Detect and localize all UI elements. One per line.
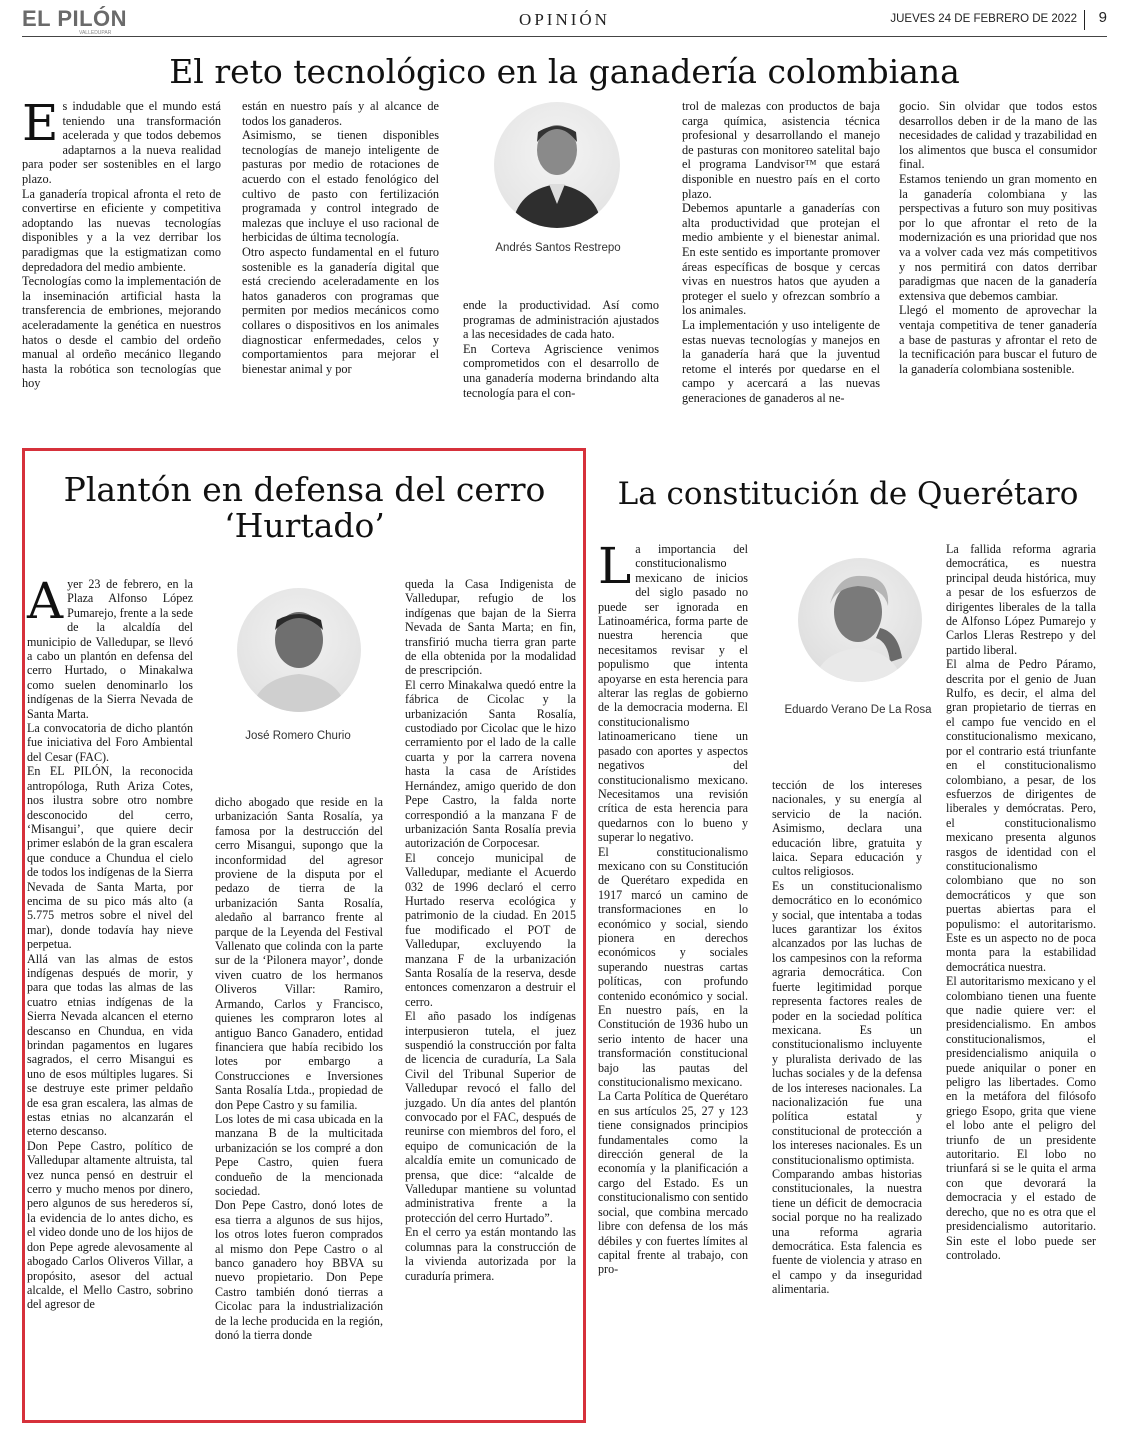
- paragraph: están en nuestro país y al alcance de todos los ganaderos.: [242, 99, 439, 128]
- article-3-column-3: [946, 542, 1096, 1262]
- paragraph: ende la productividad. Así como programas de administración ajustados a las necesidades de cada hato.: [463, 298, 659, 342]
- paragraph: Allá van las almas de estos indígenas después de morir, y para que todas las almas de las cuatro etnias indígenas de la Sierra Nevada alcancen el eterno descanso en Chundua, en vida brindan pagamentos en lugares sagrados, el cerro Misangui es uno de esos múltiples lugares. Si se destruye este primer peldaño de esa gran escalera, las almas de estas etnias no alcanzarán el eterno descanso.: [27, 951, 193, 1139]
- author-photo-eduardo-verano: [798, 558, 922, 682]
- paragraph: La ganadería tropical afronta el reto de convertirse en eficiente y competitiva adoptando las nuevas tecnologías disponibles y a la vez derribar los paradigmas que la estigmatizan como depredadora del medio ambiente.: [22, 186, 221, 274]
- article-1-dropcap: E: [22, 94, 59, 152]
- author-caption: Andrés Santos Restrepo: [495, 242, 621, 254]
- paragraph: yer 23 de febrero, en la Plaza Alfonso López Pumarejo, frente a la sede de la alcaldía del municipio de Valledupar, se llevó a cabo un plantón en defensa del cerro Hurtado, o Minakalwa como suelen denominarlo los indígenas de la Sierra Nevada de Santa Marta.: [27, 577, 193, 721]
- article-2-dropcap: A: [27, 572, 64, 630]
- article-3-column-2: [772, 778, 922, 1297]
- article-3-title: La constitución de Querétaro: [617, 476, 1079, 512]
- paragraph: Tecnologías como la implementación de la inseminación artificial hasta la transferencia de embriones, mejorando aceleradamente la genética en nuestros hatos o desde el cambio del ordeño manual al ordeño mecánico llegando hasta la robótica son tecnologías que hoy: [22, 274, 221, 391]
- article-1-column-3: [463, 298, 659, 400]
- paragraph: queda la Casa Indigenista de Valledupar, refugio de los indígenas que bajan de la Sierra Nevada de Santa Marta; en fin, transfirió mucha tierra gran parte de ella obtenida por la modalidad de prescripción.: [405, 577, 576, 678]
- paragraph: La fallida reforma agraria democrática, es nuestra principal deuda histórica, muy a pesar de los esfuerzos de dirigentes liberales de la talla de Alfonso López Pumarejo y Carlos Lleras Restrepo y del partido liberal.: [946, 542, 1096, 657]
- paragraph: Los lotes de mi casa ubicada en la manzana B de la multicitada urbanización se los compré a don Pepe Castro, quien fuera condueño de la mencionada sociedad.: [215, 1111, 383, 1198]
- paragraph: En Corteva Agriscience venimos comprometidos con el desarrollo de una ganadería moderna brindando alta tecnología para el con-: [463, 341, 659, 400]
- paragraph: El cerro Minakalwa quedó entre la fábrica de Cicolac y la urbanización Santa Rosalía, custodiado por Cicolac que le hizo cerramiento por el lado de la calle cuarta y por la carrera novena hasta la casa de Arístides Hernández, amigo querido de don Pepe Castro, la falda norte correspondió a la manzana F de urbanización Santa Rosalía previa autorización de Corpocesar.: [405, 677, 576, 851]
- portrait-icon: [494, 102, 620, 228]
- paragraph: Es un constitucionalismo democrático en lo económico y social, que intentaba a todas luces garantizar los éxitos alcanzados por las luchas de los campesinos con la reforma agraria democrática. Con fuerte legitimidad porque representa factores reales de poder en la sociedad política mexicana. Es un constitucionalismo incluyente y pluralista derivado de las luchas sociales y de la defensa de los intereses nacionales. La nacionalización fue una política estatal y constitucional de protección a los intereses nacionales. Es un constitucionalismo optimista.: [772, 878, 922, 1167]
- paragraph: Don Pepe Castro, donó lotes de esa tierra a algunos de sus hijos, los otros lotes fueron comprados al mismo don Pepe Castro o al banco ganadero hoy BBVA su nuevo propietario. Don Pepe Castro también donó tierras a Cicolac para la industrialización de la leche producida en la región, donó la tierra donde: [215, 1198, 383, 1343]
- page-number: 9: [1098, 9, 1107, 26]
- article-3-column-1: [598, 537, 748, 1277]
- paragraph: Otro aspecto fundamental en el futuro sostenible es la ganadería digital que está creciendo aceleradamente en los hatos ganaderos con programas que permiten por medios mecánicos como collares o dispositivos en los animales diagnosticar enfermedades, celos y comportamientos para mejorar el bienestar animal y por: [242, 244, 439, 376]
- paragraph: El concejo municipal de Valledupar, mediante el Acuerdo 032 de 1996 declaró el cerro Hurtado reserva ecológica y patrimonio de la ciudad. En 2015 fue modificado el POT de Valledupar, excluyendo la manzana F de la urbanización Santa Rosalía de la reserva, desde entonces comenzaron a destruir el cerro.: [405, 850, 576, 1009]
- section-title: OPINIÓN: [519, 10, 610, 29]
- article-2-column-1: [27, 572, 193, 1312]
- paragraph: El año pasado los indígenas interpusieron tutela, el juez suspendió la construcción por falta de licencia de curaduría, La Sala Civil del Tribunal Superior de Valledupar revocó el fallo del juzgado. Un día antes del plantón convocado por el FAC, después de reunirse con miembros del foro, el equipo de comunicación de la alcaldía emite un comunicado de prensa, que dice: “alcalde de Valledupar mantiene su voluntad administrativa frente a la protección del cerro Hurtado”.: [405, 1009, 576, 1225]
- paragraph: En EL PILÓN, la reconocida antropóloga, Ruth Ariza Cotes, nos ilustra sobre otro nombre desconocido del cerro, ‘Misangui’, que quiere decir primer eslabón de la gran escalera que conduce a Chundua el cielo de todos los indígenas de la Sierra Nevada de Santa Marta, por encima de su pico más alto (a 5.775 metros sobre el nivel del mar), donde todavía hay nieve perpetua.: [27, 764, 193, 952]
- masthead: [22, 8, 1107, 37]
- paragraph: Estamos teniendo un gran momento en la ganadería colombiana y las perspectivas a futuro son muy positivas por lo que afrontar el reto de la modernización es una prioridad que nos va a volver cada vez más competitivos y nos permitirá con datos derribar paradigmas que nacen de la ganadería extensiva que debemos cambiar.: [899, 171, 1097, 303]
- paragraph: tección de los intereses nacionales, y su energía al servicio de la nación. Asimismo, declara una educación libre, gratuita y laica. Separa educación y cultos religiosos.: [772, 778, 922, 879]
- paragraph: En el cerro ya están montando las columnas para la construcción de la vivienda autorizada por la curaduría primera.: [405, 1225, 576, 1283]
- paragraph: Asimismo, se tienen disponibles tecnologías de manejo inteligente de pasturas por medio de rotaciones de acuerdo con el estado fenológico del cultivo de pasto con fertilización programada y control integrado de malezas que incluye el uso racional de herbicidas de última tecnología.: [242, 128, 439, 245]
- article-2-column-3: [405, 577, 576, 1283]
- paragraph: s indudable que el mundo está teniendo una transformación acelerada y que todos debemos adaptarnos a la nueva realidad para poder ser sostenibles en el largo plazo.: [22, 99, 221, 186]
- paragraph: a importancia del constitucionalismo mexicano de inicios del siglo pasado no puede ser ignorada en Latinoamérica, forma parte de nuestra herencia que necesitamos revisar y el populismo que intenta apoyarse en esta herencia para alterar las reglas de gobierno de la democracia moderna. El constitucionalismo latinoamericano tiene un pasado con aportes y aspectos negativos del constitucionalismo mexicano. Necesitamos una revisión crítica de esta herencia para quedarnos con lo bueno y superar lo negativo.: [598, 542, 748, 845]
- portrait-icon: [798, 558, 922, 682]
- newspaper-logo: EL PILÓN: [22, 6, 128, 31]
- paragraph: Debemos apuntarle a ganaderías con alta productividad que protejan el medio ambiente y el bienestar animal. En este sentido es importante promover áreas específicas de bosque y cercas vivas en nuestros hatos que ayuden a proteger el suelo y ofrezcan sombrío a los animales.: [682, 201, 880, 318]
- issue-date: JUEVES 24 DE FEBRERO DE 2022: [890, 13, 1077, 25]
- author-caption: Eduardo Verano De La Rosa: [784, 704, 932, 716]
- article-2-column-2: [215, 795, 383, 1342]
- article-1-title: El reto tecnológico en la ganadería colombiana: [169, 52, 960, 91]
- paragraph: gocio. Sin olvidar que todos estos desarrollos deben ir de la mano de las necesidades de calidad y trazabilidad en los alimentos que busca el consumidor final.: [899, 99, 1097, 172]
- paragraph: La Carta Política de Querétaro en sus artículos 25, 27 y 123 tiene consignados principios fundamentales como la dirección general de la economía y la planificación a cargo del Estado. Es un constitucionalismo con sentido social, que combina mercado libre con defensa de los más débiles y con fuertes límites al capital frente al trabajo, con pro-: [598, 1089, 748, 1277]
- paragraph: La implementación y uso inteligente de estas nuevas tecnologías y manejos en la ganadería hará que la juventud retome el interés por quedarse en el campo y acercará a las nuevas generaciones de ganaderos al ne-: [682, 317, 880, 405]
- paragraph: El autoritarismo mexicano y el colombiano tienen una fuente que nadie quiere ver: el presidencialismo. En ambos constitucionalismos, el presidencialismo aniquila o puede aniquilar o poner en peligro las libertades. Como en la metáfora del filósofo griego Esopo, grita que viene el lobo ante el peligro del triunfo de un presidente autoritario. El lobo no triunfará si se le quita el arma con que devorará la democracia y el estado de derecho, que no es otra que el presidencialismo autoritario. Sin este el lobo puede ser controlado.: [946, 974, 1096, 1262]
- article-1-column-5: [899, 99, 1097, 376]
- portrait-icon: [237, 588, 361, 712]
- article-1-column-4: [682, 99, 880, 405]
- article-3-dropcap: L: [598, 537, 632, 595]
- paragraph: dicho abogado que reside en la urbanización Santa Rosalía, ya famosa por la destrucción del cerro Misangui, supongo que la inconformidad del agresor proviene de la disputa por el pedazo de tierra de la urbanización Santa Rosalía, aledaño al barranco frente al parque de la Leyenda del Festival Vallenato que colinda con la parte sur de la ‘Pilonera mayor’, donde viven cuatro de los hermanos Oliveros Villar: Ramiro, Armando, Carlos y Francisco, quienes les compraron lotes al antiguo Banco Ganadero, entidad financiera que había recibido los lotes por embargo a Construcciones e Inversiones Santa Rosalía Ltda., propiedad de don Pepe Castro y su familia.: [215, 795, 383, 1112]
- paragraph: El alma de Pedro Páramo, descrita por el genio de Juan Rulfo, es decir, el alma del gran propietario de tierras en el campo fue vencido en el constitucionalismo mexicano, por el contrario está triunfante en el constitucionalismo colombiano, a pesar, de los esfuerzos de dirigentes de liberales y demócratas. Pero, el constitucionalismo mexicano presenta algunos rasgos de identidad con el constitucionalismo colombiano que no son democráticos y que son puertas abiertas para el populismo: el autoritarismo. Este es un aspecto no de poca monta para la estabilidad democrática nuestra.: [946, 657, 1096, 974]
- paragraph: Comparando ambas historias constitucionales, la nuestra tiene un déficit de democracia social porque no ha realizado una reforma agraria democrática. Esta falencia es fuente de violencia y atraso en el campo y da inseguridad alimentaria.: [772, 1166, 922, 1297]
- page-number-divider: [1084, 10, 1085, 30]
- paragraph: Llegó el momento de aprovechar la ventaja competitiva de tener ganadería a base de pasturas y afrontar el reto de la tecnificación para buscar el futuro de la ganadería colombiana sostenible.: [899, 303, 1097, 376]
- article-1-column-1: [22, 94, 221, 391]
- paragraph: trol de malezas con productos de baja carga química, asistencia técnica profesional y desarrollando el manejo de pasturas con monitoreo satelital bajo el programa Landvisor™ que estará disponible en nuestro país en el corto plazo.: [682, 99, 880, 201]
- paragraph: El constitucionalismo mexicano con su Constitución de Querétaro expedida en 1917 marcó un camino de transformaciones en lo económico y social, siendo pionera en derechos económicos y sociales superando nuestras cartas políticas, con profundo contenido económico y social. En nuestro país, en la Constitución de 1936 hubo un serio intento de hacer una transformación constitucional bajo las pautas del constitucionalismo mexicano.: [598, 844, 748, 1090]
- author-caption: José Romero Churio: [245, 730, 351, 742]
- paragraph: La convocatoria de dicho plantón fue iniciativa del Foro Ambiental del Cesar (FAC).: [27, 721, 193, 764]
- logo-subtitle: VALLEDUPAR: [79, 30, 112, 36]
- article-1-column-2: [242, 99, 439, 376]
- paragraph: Don Pepe Castro, político de Valledupar altamente altruista, tal vez nunca pensó en destruir el cerro y mucho menos por dinero, pero algunos de sus herederos sí, la evidencia de lo antes dicho, es el video donde uno de los hijos de don Pepe agrede alevosamente al abogado Carlos Oliveros Villar, a propósito, asesor del actual alcalde, el Mello Castro, sobrino del agresor de: [27, 1138, 193, 1312]
- author-photo-jose-romero: [237, 588, 361, 712]
- article-2-title: Plantón en defensa del cerro ‘Hurtado’: [63, 470, 546, 545]
- author-photo-andres-santos: [494, 102, 620, 228]
